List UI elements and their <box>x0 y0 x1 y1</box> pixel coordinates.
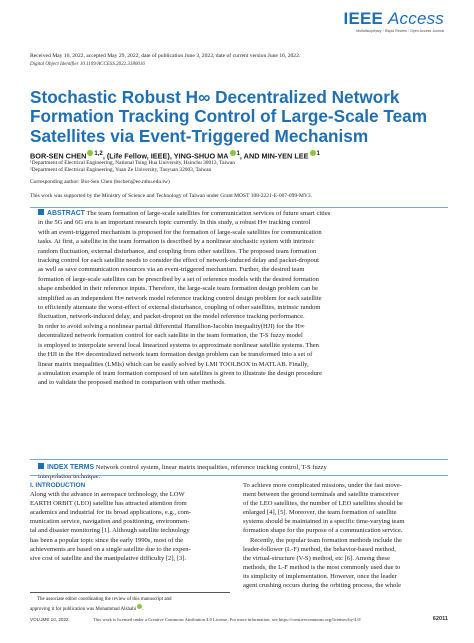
orcid-icon[interactable] <box>230 150 236 156</box>
body-line: EARTH ORBIT (LEO) satellite has attracted attention from <box>30 500 187 508</box>
section-heading: I. INTRODUCTION <box>30 482 86 489</box>
square-bullet-icon <box>38 209 44 215</box>
abstract-line: fluctuation, network-induced delay, and packet-dropout on the model reference tracking performance. <box>38 313 305 321</box>
journal-logo <box>344 10 444 33</box>
license-link[interactable]: This work is licensed under a Creative Commons Attribution 4.0 License. For more information, see https://creativecommons.org/licenses/by/4.0/ <box>93 617 362 622</box>
footnote-line: approving it for publication was Mohammad Alshabi . <box>30 604 232 614</box>
body-line: leader-follower (L-F) method, the behavior-based method, <box>243 545 396 553</box>
divider <box>30 459 448 460</box>
body-line: the virtual-structure (V-S) method, etc [6]. Among these <box>243 554 390 562</box>
body-line: methods, the L-F method is the most commonly used due to <box>243 563 401 571</box>
affiliation: ¹Department of Electrical Engineering, National Tsing Hua University, Hsinchu 30013, Taiwan <box>30 160 235 166</box>
square-bullet-icon <box>38 463 44 469</box>
logo-tagline: Multidisciplinary ⁝ Rapid Review ⁝ Open Access Journal <box>356 29 444 33</box>
abstract-first-line: ABSTRACT The team formation of large-scale satellites for communication services of future smart cities <box>38 209 446 218</box>
body-line: of the LEO satellites, the number of LEO satellites should be <box>243 500 403 508</box>
title-line: Satellites via Event-Triggered Mechanism <box>30 125 369 146</box>
index-terms-first-line: INDEX TERMS Network control system, linear matrix inequalities, reference tracking control, T-S fuzzy <box>38 463 446 472</box>
divider <box>30 475 448 476</box>
author-name: BOR-SEN CHEN <box>30 151 87 161</box>
body-line: its simplicity of implementation. However, once the leader <box>243 572 397 580</box>
footnote-line: The associate editor coordinating the review of this manuscript and <box>37 597 172 602</box>
footnote-divider <box>30 592 230 593</box>
body-line: systems should be maintained in a specific time-varying team <box>243 518 405 526</box>
abstract-line: and to validate the proposed method in comparison with other methods. <box>38 379 226 387</box>
orcid-icon[interactable] <box>137 604 142 609</box>
body-column-right <box>243 481 445 590</box>
abstract-line: is employed to interpolate several local linearized systems to approximate nonlinear satellite systems. Then <box>38 341 319 349</box>
author-name: , (Life Fellow, IEEE), YING-SHUO MA <box>102 151 229 161</box>
body-line: Along with the advance in aerospace technology, the LOW <box>30 491 185 499</box>
body-line: tal and disaster monitoring [1]. Although satellite technology <box>30 527 190 535</box>
abstract-heading: ABSTRACT <box>47 210 85 217</box>
title-line: Formation Tracking Control of Large-Scale Team <box>30 106 427 127</box>
received-dates: Received May 16, 2022, accepted May 29, 2022, date of publication June 3, 2022, date of current version June 16, 2022. <box>30 53 301 59</box>
abstract-line: in the 5G and 6G era is an important research topic currently. In this study, a robust H∞ tracking control <box>38 219 311 227</box>
index-terms-heading: INDEX TERMS <box>47 464 95 471</box>
corresponding-author: Corresponding author: Bor-Sen Chen (bschen@ee.nthu.edu.tw) <box>30 179 170 185</box>
body-line: To achieve more complicated missions, under the fast move- <box>243 482 402 489</box>
body-line: formation shape for the purpose of a communication service. <box>243 527 403 535</box>
affiliation: ²Department of Electrical Engineering, Yuan Ze University, Taoyuan 32003, Taiwan <box>30 167 212 173</box>
abstract-line: simplified as an independent H∞ network model reference tracking control design problem for each satellite <box>38 294 322 302</box>
logo-wordmark: IEEE Access <box>343 9 444 28</box>
doi-line: Digital Object Identifier 10.1109/ACCESS.2022.3180016 <box>30 62 145 67</box>
affiliation-marker: 1 <box>316 150 320 157</box>
footnote <box>30 596 232 613</box>
orcid-icon[interactable] <box>310 150 316 156</box>
body-line: academics and industrial for its broad applications, e.g., com- <box>30 509 192 517</box>
body-line: munication service, navigation and positioning, environmen- <box>30 518 190 526</box>
orcid-icon[interactable] <box>87 150 93 156</box>
abstract <box>38 209 446 388</box>
abstract-line: to efficiently attenuate the worst-effect of external disturbance, coupling of other satellites, intrinsic random <box>38 304 321 312</box>
body-column-left <box>30 481 232 563</box>
abstract-line: the HJI in the H∞ decentralized network team formation design problem can be transformed into a set of <box>38 351 313 359</box>
abstract-line: with an event-triggered mechanism is proposed for the formation of large-scale satellites for communication <box>38 228 322 236</box>
author-list <box>30 150 320 160</box>
body-line: enlarged [4], [5]. Moreover, the team formation of satellite <box>243 509 397 517</box>
body-line: agent crushing occurs during the orbiting process, the whole <box>243 582 401 590</box>
index-terms <box>38 463 446 482</box>
affiliation-marker: 1 <box>236 150 240 157</box>
index-terms-line: interpolation technique. <box>38 473 101 481</box>
abstract-line: a simulation example of team formation composed of ten satellites is given to illustrate the design procedure <box>38 369 322 377</box>
abstract-line: as well as save communication resources via an event-triggered mechanism. Further, the desired team <box>38 266 305 274</box>
abstract-line: random fluctuation, external disturbance, and coupling from other satellites. The proposed team formation <box>38 247 317 255</box>
divider <box>30 207 448 208</box>
body-line: achievements are based on a single satellite due to the expen- <box>30 545 191 553</box>
abstract-line: In order to avoid solving a nonlinear partial differential Hamillion-Jacobin inequality(HJI) for the H∞ <box>38 322 305 330</box>
affiliation-marker: 1,2 <box>94 150 103 157</box>
body-line: ment between the ground terminals and satellite transceiver <box>243 491 399 499</box>
body-line: has been a popular topic since the early 1990s, most of the <box>30 536 184 544</box>
title-line: Stochastic Robust H∞ Decentralized Network <box>30 87 400 107</box>
body-line: sive cost of satellite and the manipulative difficulty [2], [3]. <box>30 554 187 562</box>
abstract-line: decentralized network formation control for each satellite in the team formation, the T-S fuzzy model <box>38 332 303 340</box>
abstract-line: formation of large-scale satellites can be prescribed by a set of reference models with the desired formation <box>38 275 319 283</box>
author-name: , AND MIN-YEN LEE <box>239 151 309 161</box>
abstract-line: tracking control for each satellite needs to consider the effect of network-induced delay and packet-dropout <box>38 257 319 265</box>
abstract-line: tasks. At first, a satellite in the team formation is described by a nonlinear stochastic system with intrinsic <box>38 238 315 246</box>
funding-note: This work was supported by the Ministry of Science and Technology of Taiwan under Grant MOST 108-2221-E-007-099-MY3. <box>30 193 312 199</box>
paper-title <box>30 88 450 146</box>
page-number: 62011 <box>432 616 448 622</box>
footer-volume: VOLUME 10, 2022 <box>30 617 69 622</box>
abstract-line: linear matrix inequalities (LMIs) which can be easily solved by LMI TOOLBOX in MATLAB. Finally, <box>38 360 309 368</box>
body-line: Recently, the popular team formation methods include the <box>250 536 402 544</box>
abstract-line: shape embedded in their reference inputs. Therefore, the large-scale team formation design problem can be <box>38 285 319 293</box>
